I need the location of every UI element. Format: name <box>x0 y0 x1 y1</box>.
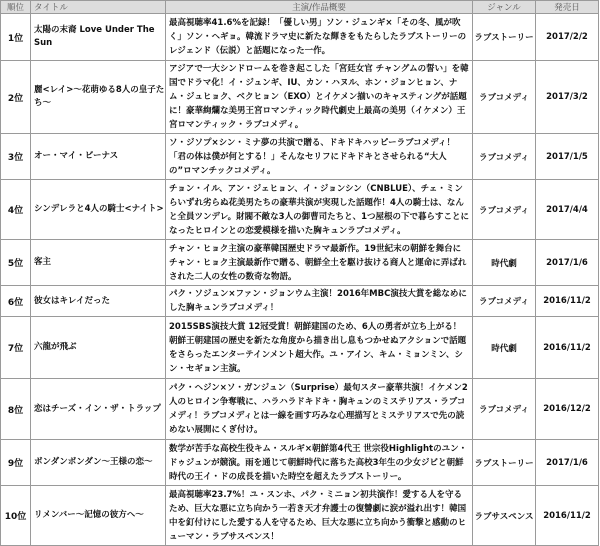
header-rank: 順位 <box>1 1 31 14</box>
table-header-row <box>1 1 599 14</box>
table-row <box>1 486 599 546</box>
date-cell: 2017/4/4 <box>536 180 599 240</box>
date-cell: 2017/1/5 <box>536 134 599 180</box>
rank-cell: 6位 <box>1 286 31 317</box>
title-cell: 太陽の末裔 Love Under The Sun <box>31 14 166 61</box>
date-cell: 2017/1/6 <box>536 240 599 286</box>
rank-cell: 7位 <box>1 317 31 379</box>
title-cell: ボンダンボンダン～王様の恋～ <box>31 440 166 486</box>
genre-cell: ラブコメディ <box>473 379 536 440</box>
header-desc: 主演/作品概要 <box>166 1 473 14</box>
date-cell: 2017/1/6 <box>536 440 599 486</box>
rank-cell: 3位 <box>1 134 31 180</box>
table-row <box>1 134 599 180</box>
date-cell: 2016/12/2 <box>536 379 599 440</box>
table-row <box>1 286 599 317</box>
header-date: 発売日 <box>536 1 599 14</box>
date-cell: 2016/11/2 <box>536 286 599 317</box>
date-cell: 2016/11/2 <box>536 317 599 379</box>
title-cell: 麗<レイ>～花萌ゆる8人の皇子たち～ <box>31 61 166 134</box>
genre-cell: ラブコメディ <box>473 134 536 180</box>
desc-cell: 数学が苦手な高校生役キム・スルギ×朝鮮第4代王 世宗役Highlightのユン・ドゥジュンが競演。雨を通じて朝鮮時代に落ちた高校3年生の少女ジビと朝鮮時代の王イ・ドの成長を描いた時空を超えたラブストーリー。 <box>166 440 473 486</box>
rank-cell: 1位 <box>1 14 31 61</box>
rank-cell: 9位 <box>1 440 31 486</box>
genre-cell: ラブサスペンス <box>473 486 536 546</box>
desc-cell: 最高視聴率41.6%を記録！「優しい男」ソン・ジュンギ×「その冬、風が吹く」ソン・ヘギョ。韓流ドラマ史に新たな輝きをもたらしたラブストーリーのレジェンド（伝説）と話題になった一作。 <box>166 14 473 61</box>
rank-cell: 8位 <box>1 379 31 440</box>
desc-cell: チャン・ヒョク主演の豪華韓国歴史ドラマ最新作。19世紀末の朝鮮を舞台にチャン・ヒョク主演最新作で贈る、朝鮮全土を駆け抜ける商人と運命に弄ばれされた二人の女性の数奇な物語。 <box>166 240 473 286</box>
desc-cell: パク・ヘジン×ソ・ガンジュン（Surprise）最旬スター豪華共演！イケメン2人のヒロイン争奪戦に、ハラハラドキドキ・胸キュンのミステリアス・ラブコメディ！ラブコメディとは一線を画す巧みな心理描写とミステリアスで先の読めない展開にくぎ付け。 <box>166 379 473 440</box>
genre-cell: ラブコメディ <box>473 61 536 134</box>
desc-cell: パク・ソジュン×ファン・ジョンウム主演！2016年MBC演技大賞を総なめにした胸キュンラブコメディ！ <box>166 286 473 317</box>
desc-cell: アジアで一大シンドロームを巻き起こした「宮廷女官 チャングムの誓い」を韓国でドラマ化！イ・ジュンギ、IU、カン・ハヌル、ホン・ジョンヒョン、ナム・ジュヒョク、ベクヒョン（EXO）とイケメン揃いのキャスティングが話題に！豪華絢爛な美男王宮ロマンティック時代劇史上最高の美男（イケメン）王宮ロマンティック・ラブコメディ。 <box>166 61 473 134</box>
date-cell: 2017/3/2 <box>536 61 599 134</box>
rank-cell: 10位 <box>1 486 31 546</box>
table-row <box>1 240 599 286</box>
rank-cell: 2位 <box>1 61 31 134</box>
table-row <box>1 440 599 486</box>
header-genre: ジャンル <box>473 1 536 14</box>
date-cell: 2017/2/2 <box>536 14 599 61</box>
table-row <box>1 180 599 240</box>
table-row <box>1 14 599 61</box>
table-row <box>1 379 599 440</box>
desc-cell: チョン・イル、アン・ジェヒョン、イ・ジョンシン（CNBLUE）、チェ・ミンらいずれ劣らぬ花美男たちの豪華共演が実現した話題作！4人の騎士は、なんと全員ツンデレ。財閥不敵な3人の御曹司たちと、1つ屋根の下で暮らすことになったヒロインとの恋愛模様を描いた胸キュンラブコメディ。 <box>166 180 473 240</box>
desc-cell: 2015SBS演技大賞 12冠受賞！朝鮮建国のため、6人の勇者が立ち上がる！朝鮮王朝建国の歴史を新たな角度から描き出し息もつかせぬアクションで話題をさらったエンターテインメント超大作。ユ・アイン、キム・ミョンミン、シン・セギョン主演。 <box>166 317 473 379</box>
genre-cell: ラブコメディ <box>473 286 536 317</box>
table-row <box>1 317 599 379</box>
genre-cell: ラブストーリー <box>473 14 536 61</box>
title-cell: シンデレラと4人の騎士<ナイト> <box>31 180 166 240</box>
title-cell: 恋はチーズ・イン・ザ・トラップ <box>31 379 166 440</box>
desc-cell: 最高視聴率23.7%！ユ・スンホ、パク・ミニョン初共演作！愛する人を守るため、巨大な悪に立ち向かう一若き天才弁護士の復讐劇に涙が溢れ出す！韓国中を釘付けにした愛する人を守るため、巨大な悪に立ち向かう衝撃と感動のヒューマン・ラブサスペンス！ <box>166 486 473 546</box>
title-cell: リメンバー～記憶の彼方へ～ <box>31 486 166 546</box>
genre-cell: 時代劇 <box>473 240 536 286</box>
title-cell: オー・マイ・ビーナス <box>31 134 166 180</box>
date-cell: 2016/11/2 <box>536 486 599 546</box>
genre-cell: ラブストーリー <box>473 440 536 486</box>
genre-cell: ラブコメディ <box>473 180 536 240</box>
table-row <box>1 61 599 134</box>
title-cell: 六龍が飛ぶ <box>31 317 166 379</box>
genre-cell: 時代劇 <box>473 317 536 379</box>
rank-cell: 5位 <box>1 240 31 286</box>
header-title: タイトル <box>31 1 166 14</box>
desc-cell: ソ・ジソプ×シン・ミナ夢の共演で贈る、ドキドキハッピーラブコメディ！「君の体は僕が何とする！」そんなセリフにドキドキとさせられる“大人の”ロマンチックコメディ。 <box>166 134 473 180</box>
rank-cell: 4位 <box>1 180 31 240</box>
title-cell: 客主 <box>31 240 166 286</box>
title-cell: 彼女はキレイだった <box>31 286 166 317</box>
